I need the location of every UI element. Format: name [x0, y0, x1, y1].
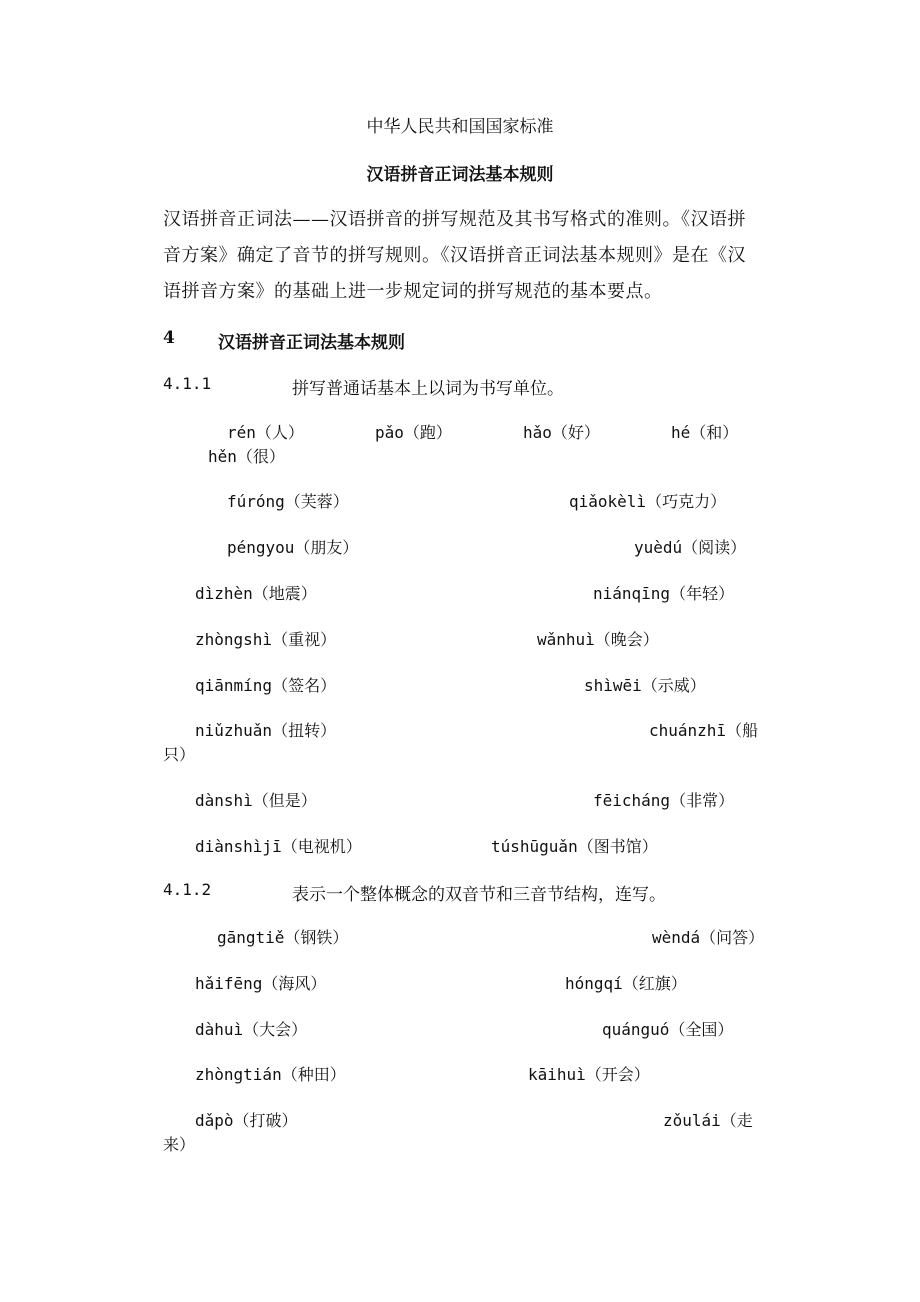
intro-paragraph: 汉语拼音正词法——汉语拼音的拼写规范及其书写格式的准则。《汉语拼音方案》确定了音节的拼写规则。《汉语拼音正词法基本规则》是在《汉语拼音方案》的基础上进一步规定词的拼写规范的基本要点。: [163, 209, 746, 302]
rule-text: 表示一个整体概念的双音节和三音节结构，连写。: [292, 885, 666, 905]
example-word: shìwēi（示威）: [584, 676, 706, 695]
example-word: zǒulái（走: [663, 1111, 753, 1130]
example-word: rén（人）: [227, 423, 304, 442]
standard-title: 中华人民共和国国家标准: [366, 117, 554, 137]
example-word: niánqīng（年轻）: [593, 584, 735, 603]
example-word: hěn（很）: [208, 447, 285, 466]
rule-text: 拼写普通话基本上以词为书写单位。: [292, 379, 564, 399]
example-word: dǎpò（打破）: [195, 1111, 298, 1130]
example-word: hǎo（好）: [523, 423, 600, 442]
example-word: dàhuì（大会）: [195, 1020, 308, 1039]
example-word: zhòngtián（种田）: [195, 1065, 346, 1084]
example-word-wrap: 来）: [163, 1135, 196, 1154]
section-number: 4: [163, 328, 175, 348]
example-word: fúróng（芙蓉）: [227, 492, 349, 511]
example-word: wǎnhuì（晚会）: [537, 630, 659, 649]
example-word: pǎo（跑）: [375, 423, 452, 442]
rule-number: 4.1.2: [163, 880, 212, 899]
example-word: péngyou（朋友）: [227, 538, 359, 557]
example-word: hé（和）: [671, 423, 739, 442]
example-word: dànshì（但是）: [195, 791, 317, 810]
example-word: qiǎokèlì（巧克力）: [569, 492, 727, 511]
example-word: zhòngshì（重视）: [195, 630, 337, 649]
example-word-wrap: 只）: [163, 745, 196, 764]
example-word: gāngtiě（钢铁）: [217, 928, 349, 947]
example-word: quánguó（全国）: [602, 1020, 734, 1039]
example-word: hǎifēng（海风）: [195, 974, 327, 993]
example-word: kāihuì（开会）: [528, 1065, 650, 1084]
example-word: qiānmíng（签名）: [195, 676, 337, 695]
main-title: 汉语拼音正词法基本规则: [366, 165, 554, 185]
example-word: diànshìjī（电视机）: [195, 837, 362, 856]
section-title: 汉语拼音正词法基本规则: [218, 333, 405, 353]
example-word: dìzhèn（地震）: [195, 584, 317, 603]
example-word: chuánzhī（船: [649, 721, 759, 740]
example-word: túshūguǎn（图书馆）: [491, 837, 658, 856]
rule-number: 4.1.1: [163, 374, 212, 393]
example-word: hóngqí（红旗）: [565, 974, 687, 993]
example-word: fēicháng（非常）: [593, 791, 735, 810]
example-word: yuèdú（阅读）: [634, 538, 747, 557]
example-word: niǔzhuǎn（扭转）: [195, 721, 337, 740]
example-word: wèndá（问答）: [652, 928, 765, 947]
